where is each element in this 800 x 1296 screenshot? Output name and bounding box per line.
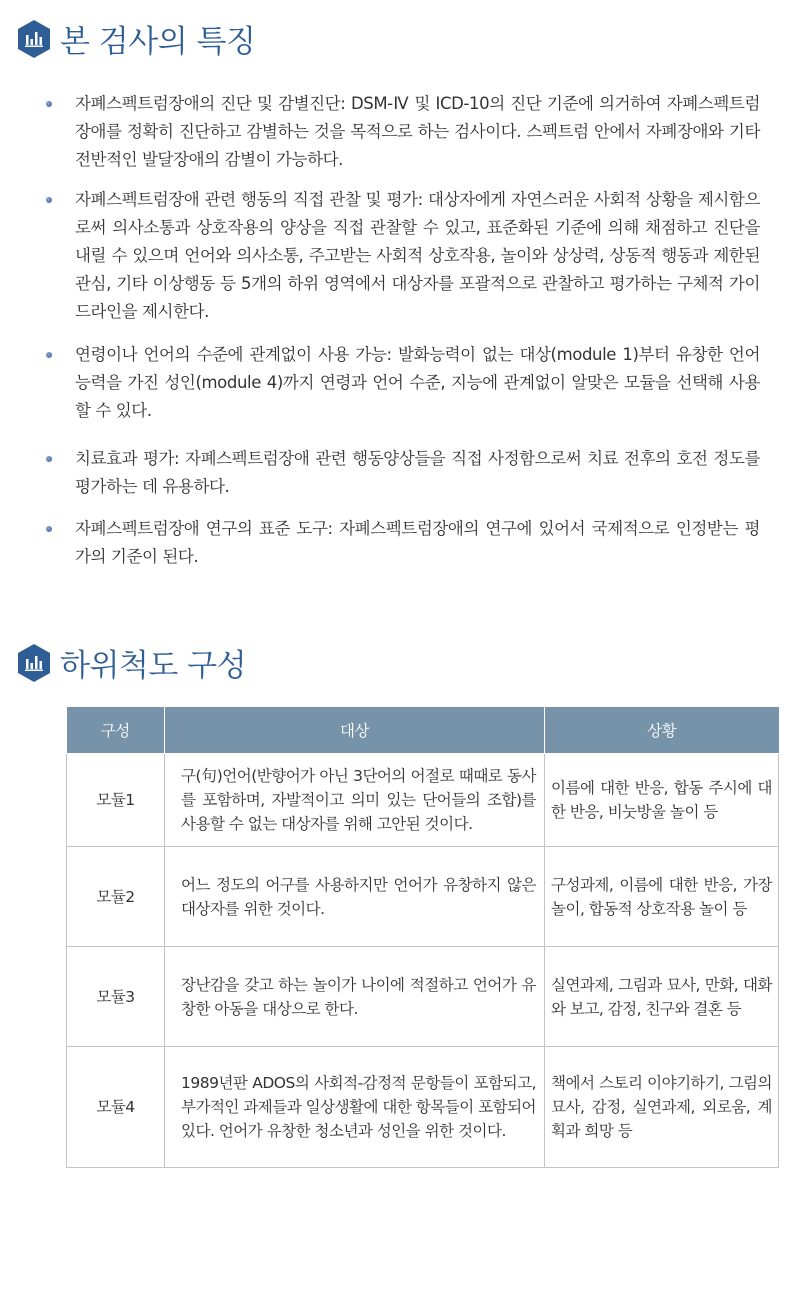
feature-item: 자폐스펙트럼장애 관련 행동의 직접 관찰 및 평가: 대상자에게 자연스러운 사회적 상황을 제시함으로써 의사소통과 상호작용의 양상을 직접 관찰할 수 있고, 표준화된 기준에 의해 채점하고 진단을 내릴 수 있으며 언어와 의사소통, 주고받는 사회적 상호작용, 놀이와 상상력, 상동적 행동과 제한된 관심, 기타 이상행동 등 5개의 하위 영역에서 대상자를 포괄적으로 관찰하고 평가하는 구체적 가이드라인을 제시한다.	[44, 186, 760, 326]
module-name: 모듈1	[67, 754, 165, 847]
table-row	[67, 947, 779, 1047]
table-header-row	[67, 707, 779, 754]
module-situation: 이름에 대한 반응, 합동 주시에 대한 반응, 비눗방울 놀이 등	[545, 754, 779, 847]
table-row	[67, 847, 779, 947]
module-target: 구(句)언어(반향어가 아닌 3단어의 어절로 때때로 동사를 포함하며, 자발적이고 의미 있는 단어들의 조합)를 사용할 수 없는 대상자를 위해 고안된 것이다.	[165, 754, 545, 847]
module-situation: 구성과제, 이름에 대한 반응, 가장놀이, 합동적 상호작용 놀이 등	[545, 847, 779, 947]
module-situation: 책에서 스토리 이야기하기, 그림의 묘사, 감정, 실연과제, 외로움, 계획과 희망 등	[545, 1047, 779, 1168]
module-name: 모듈3	[67, 947, 165, 1047]
feature-item: 자폐스펙트럼장애 연구의 표준 도구: 자폐스펙트럼장애의 연구에 있어서 국제적으로 인정받는 평가의 기준이 된다.	[44, 515, 760, 571]
module-name: 모듈4	[67, 1047, 165, 1168]
header-target: 대상	[165, 707, 545, 754]
subscale-table	[66, 707, 779, 1168]
module-name: 모듈2	[67, 847, 165, 947]
feature-list	[44, 90, 760, 571]
header-composition: 구성	[67, 707, 165, 754]
section-heading: 하위척도 구성	[60, 648, 247, 684]
module-target: 어느 정도의 어구를 사용하지만 언어가 유창하지 않은 대상자를 위한 것이다.	[165, 847, 545, 947]
module-target: 장난감을 갖고 하는 놀이가 나이에 적절하고 언어가 유창한 아동을 대상으로 한다.	[165, 947, 545, 1047]
table-row	[67, 1047, 779, 1168]
feature-item: 연령이나 언어의 수준에 관계없이 사용 가능: 발화능력이 없는 대상(module 1)부터 유창한 언어 능력을 가진 성인(module 4)까지 연령과 언어 수준, 지능에 관계없이 알맞은 모듈을 선택해 사용할 수 있다.	[44, 341, 760, 425]
feature-item: 치료효과 평가: 자폐스펙트럼장애 관련 행동양상들을 직접 사정함으로써 치료 전후의 호전 정도를 평가하는 데 유용하다.	[44, 445, 760, 501]
section-title-subscales	[16, 640, 246, 685]
header-situation: 상황	[545, 707, 779, 754]
section-title-features	[16, 16, 255, 61]
feature-item: 자폐스펙트럼장애의 진단 및 감별진단: DSM-Ⅳ 및 ICD-10의 진단 기준에 의거하여 자폐스펙트럼장애를 정확히 진단하고 감별하는 것을 목적으로 하는 검사이다. 스펙트럼 안에서 자폐장애와 기타 전반적인 발달장애의 감별이 가능하다.	[44, 90, 760, 174]
bar-chart-icon	[16, 19, 52, 59]
module-target: 1989년판 ADOS의 사회적-감정적 문항들이 포함되고, 부가적인 과제들과 일상생활에 대한 항목들이 포함되어 있다. 언어가 유창한 청소년과 성인을 위한 것이다.	[165, 1047, 545, 1168]
page-title: 본 검사의 특징	[60, 24, 256, 60]
module-situation: 실연과제, 그림과 묘사, 만화, 대화와 보고, 감정, 친구와 결혼 등	[545, 947, 779, 1047]
bar-chart-icon	[16, 643, 52, 683]
table-row	[67, 754, 779, 847]
